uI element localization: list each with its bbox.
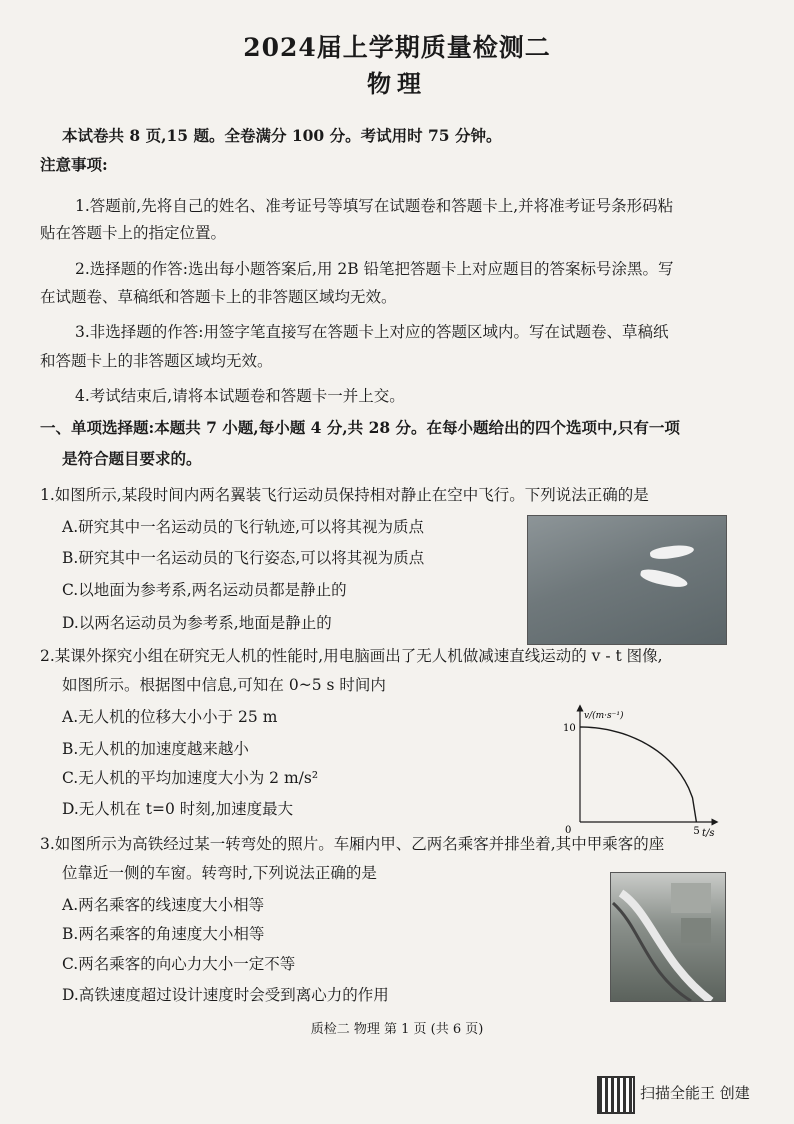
notice-1a: 1.答题前,先将自己的姓名、准考证号等填写在试题卷和答题卡上,并将准考证号条形码粘 [75, 197, 674, 215]
wingsuit-photo [527, 515, 727, 645]
q2-option-c: C.无人机的平均加速度大小为 2 m/s² [62, 769, 319, 787]
q1-option-b: B.研究其中一名运动员的飞行姿态,可以将其视为质点 [62, 549, 425, 567]
train-track-drawing [611, 873, 725, 1001]
notice-3a: 3.非选择题的作答:用签字笔直接写在答题卡上对应的答题区域内。写在试题卷、草稿纸 [75, 323, 669, 341]
chart-x-label: t/s [702, 828, 715, 837]
chart-series-line [580, 727, 696, 822]
q3-stem-1: 3.如图所示为高铁经过某一转弯处的照片。车厢内甲、乙两名乘客并排坐着,其中甲乘客的座 [40, 835, 665, 853]
exam-subject: 物理 [367, 69, 427, 98]
notice-title: 注意事项: [40, 155, 108, 174]
q1-stem: 1.如图所示,某段时间内两名翼装飞行运动员保持相对静止在空中飞行。下列说法正确的是 [40, 486, 649, 504]
notice-4: 4.考试结束后,请将本试题卷和答题卡一并上交。 [75, 387, 405, 405]
wingsuit-flyer-1 [649, 543, 694, 561]
exam-title: 2024届上学期质量检测二 [243, 33, 551, 62]
q1-option-c: C.以地面为参考系,两名运动员都是静止的 [62, 581, 347, 599]
q2-stem-1: 2.某课外探究小组在研究无人机的性能时,用电脑画出了无人机做减速直线运动的 v - t 图像, [40, 647, 663, 665]
q1-option-a: A.研究其中一名运动员的飞行轨迹,可以将其视为质点 [62, 518, 425, 536]
q3-option-d: D.高铁速度超过设计速度时会受到离心力的作用 [62, 986, 389, 1004]
q3-option-b: B.两名乘客的角速度大小相等 [62, 925, 265, 943]
qr-code-icon [597, 1076, 635, 1114]
high-speed-train-photo [610, 872, 726, 1002]
q2-option-a: A.无人机的位移大小小于 25 m [62, 708, 278, 726]
q1-option-d: D.以两名运动员为参考系,地面是静止的 [62, 614, 332, 632]
notice-1b: 贴在答题卡上的指定位置。 [40, 224, 227, 242]
section-heading-cont: 是符合题目要求的。 [62, 449, 202, 468]
q3-option-c: C.两名乘客的向心力大小一定不等 [62, 955, 296, 973]
notice-2b: 在试题卷、草稿纸和答题卡上的非答题区域均无效。 [40, 288, 397, 306]
q3-stem-2: 位靠近一侧的车窗。转弯时,下列说法正确的是 [62, 864, 377, 882]
q2-stem-2: 如图所示。根据图中信息,可知在 0~5 s 时间内 [62, 676, 386, 694]
q2-option-b: B.无人机的加速度越来越小 [62, 740, 249, 758]
q3-option-a: A.两名乘客的线速度大小相等 [62, 896, 265, 914]
chart-y-label: v/(m·s⁻¹) [584, 711, 624, 721]
q2-option-d: D.无人机在 t=0 时刻,加速度最大 [62, 800, 294, 818]
scanner-watermark: 扫描全能王 创建 [640, 1084, 750, 1102]
chart-origin-label: 0 [565, 825, 572, 836]
wingsuit-flyer-2 [639, 567, 689, 590]
notice-3b: 和答题卡上的非答题区域均无效。 [40, 352, 273, 370]
chart-x-tick-5: 5 [693, 826, 700, 837]
notice-2a: 2.选择题的作答:选出每小题答案后,用 2B 铅笔把答题卡上对应题目的答案标号涂黑。写 [75, 260, 674, 278]
chart-y-tick-10: 10 [563, 723, 576, 734]
section-heading: 一、单项选择题:本题共 7 小题,每小题 4 分,共 28 分。在每小题给出的四个选项中,只有一项 [40, 418, 680, 437]
page-footer: 质检二 物理 第 1 页 (共 6 页) [310, 1022, 484, 1037]
vt-chart [560, 702, 720, 837]
intro-line: 本试卷共 8 页,15 题。全卷满分 100 分。考试用时 75 分钟。 [62, 126, 502, 145]
